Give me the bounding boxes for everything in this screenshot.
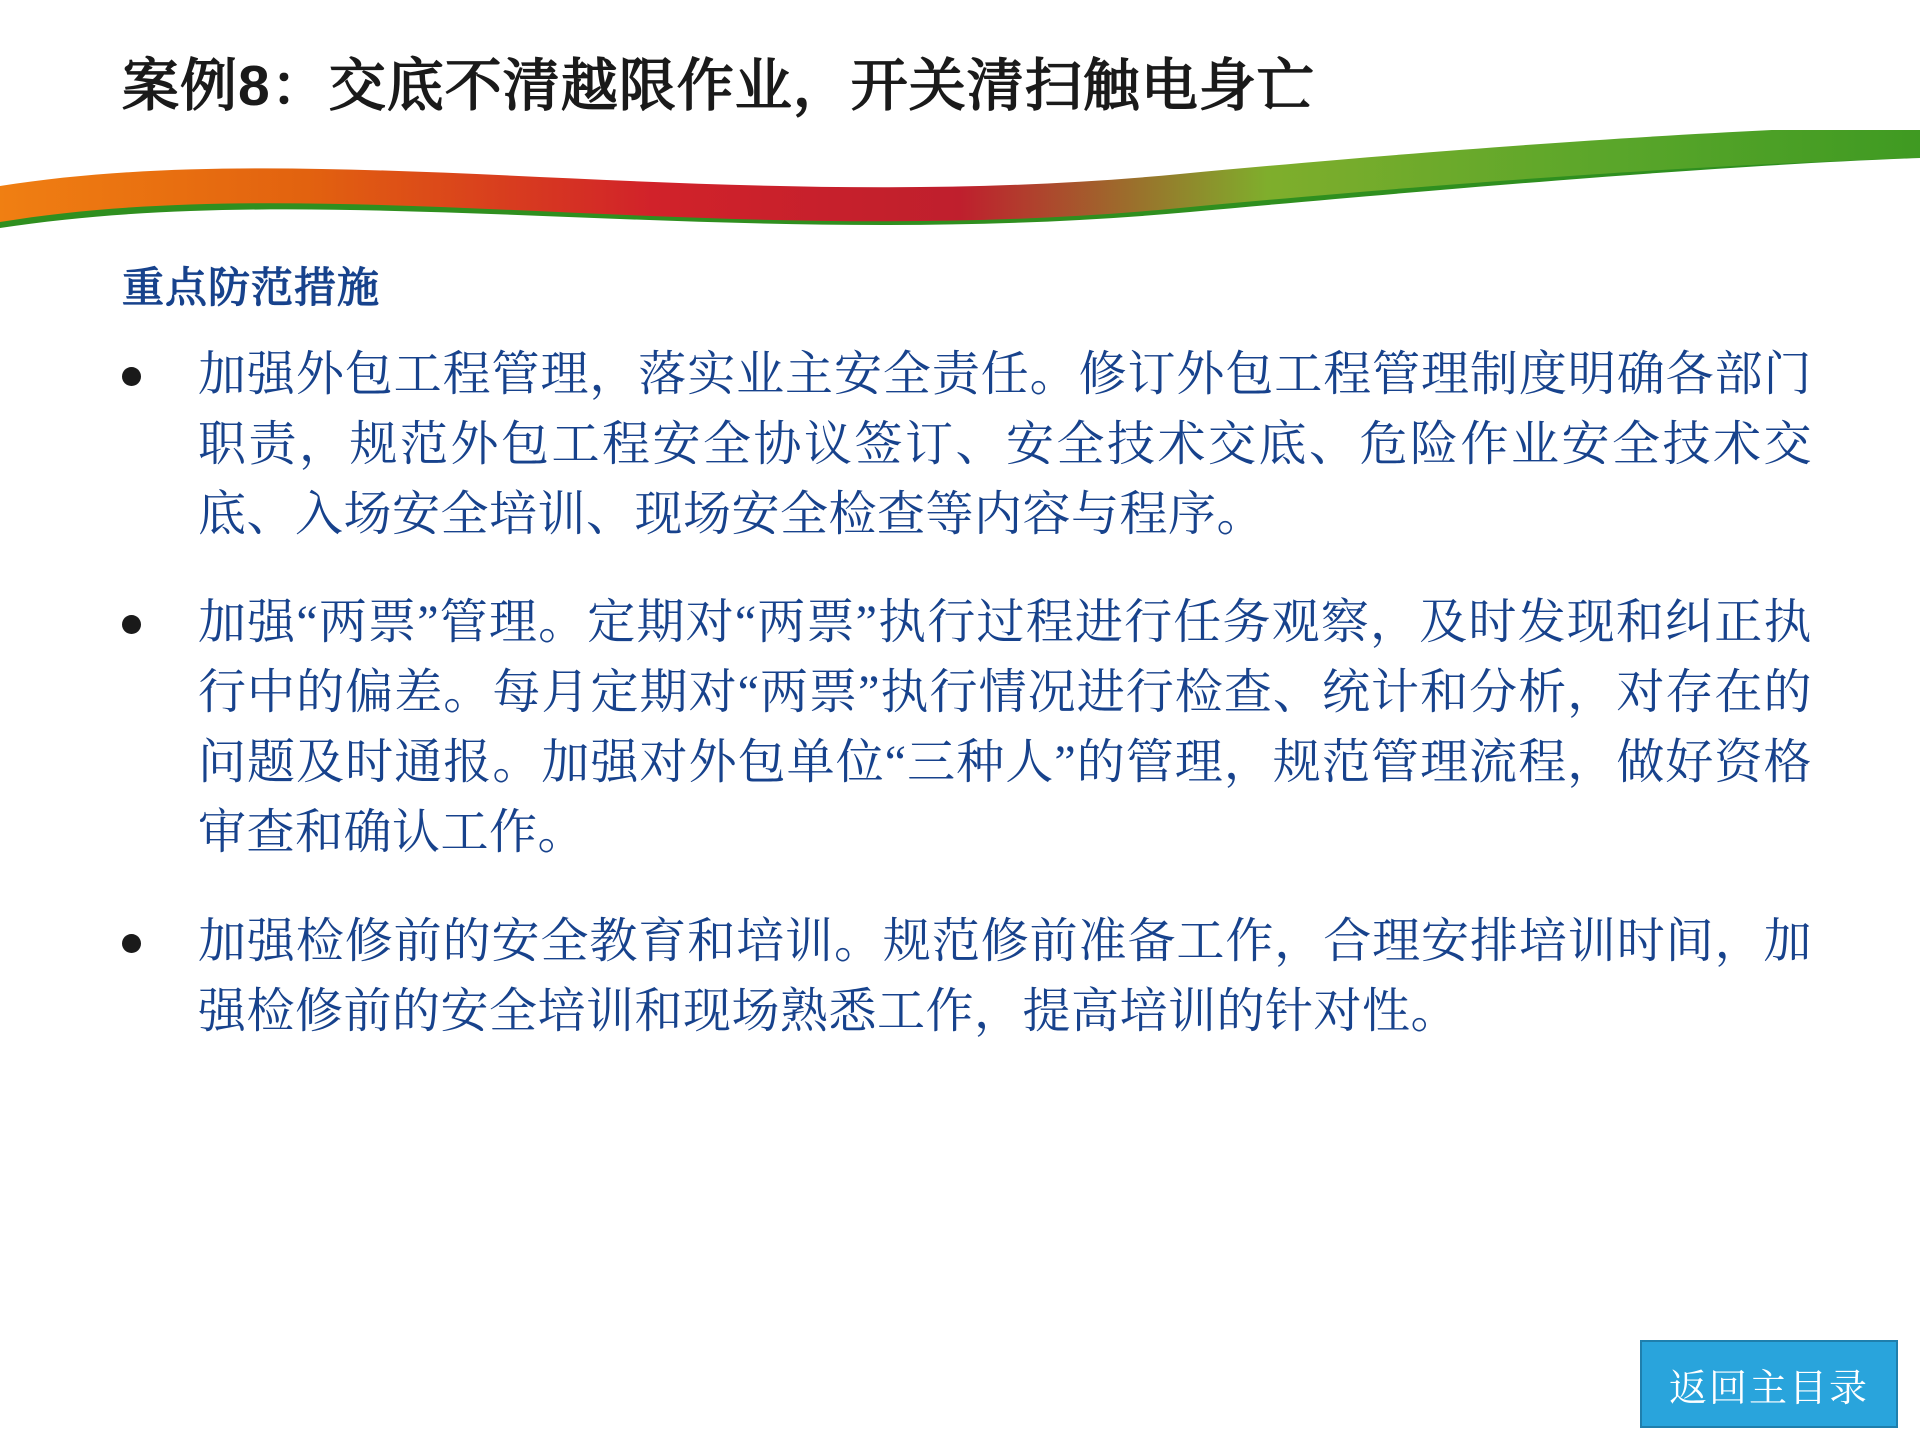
section-heading: 重点防范措施 (122, 264, 381, 311)
bullet-text: 加强“两票”管理。定期对“两票”执行过程进行任务观察，及时发现和纠正执行中的偏差。每月定期对“两票”执行情况进行检查、统计和分析，对存在的问题及时通报。加强对外包单位“三种人”的管理，规范管理流程，做好资格审查和确认工作。 (198, 596, 1812, 860)
swoosh-graphic (0, 130, 1920, 235)
bullet-dot-icon (122, 588, 198, 640)
bullet-text: 加强检修前的安全教育和培训。规范修前准备工作，合理安排培训时间，加强检修前的安全培训和现场熟悉工作，提高培训的针对性。 (198, 914, 1812, 1038)
bullet-list (122, 340, 1812, 1085)
bullet-dot-icon (122, 907, 198, 959)
page-title: 案例8：交底不清越限作业，开关清扫触电身亡 (122, 54, 1315, 118)
return-to-main-menu-button[interactable]: 返回主目录 (1640, 1340, 1898, 1428)
bullet-text: 加强外包工程管理，落实业主安全责任。修订外包工程管理制度明确各部门职责，规范外包工程安全协议签订、安全技术交底、危险作业安全技术交底、入场安全培训、现场安全检查等内容与程序。 (198, 348, 1812, 542)
list-item (122, 340, 1812, 550)
list-item (122, 907, 1812, 1047)
decorative-swoosh-band (0, 130, 1920, 235)
list-item (122, 588, 1812, 868)
bullet-dot-icon (122, 340, 198, 392)
